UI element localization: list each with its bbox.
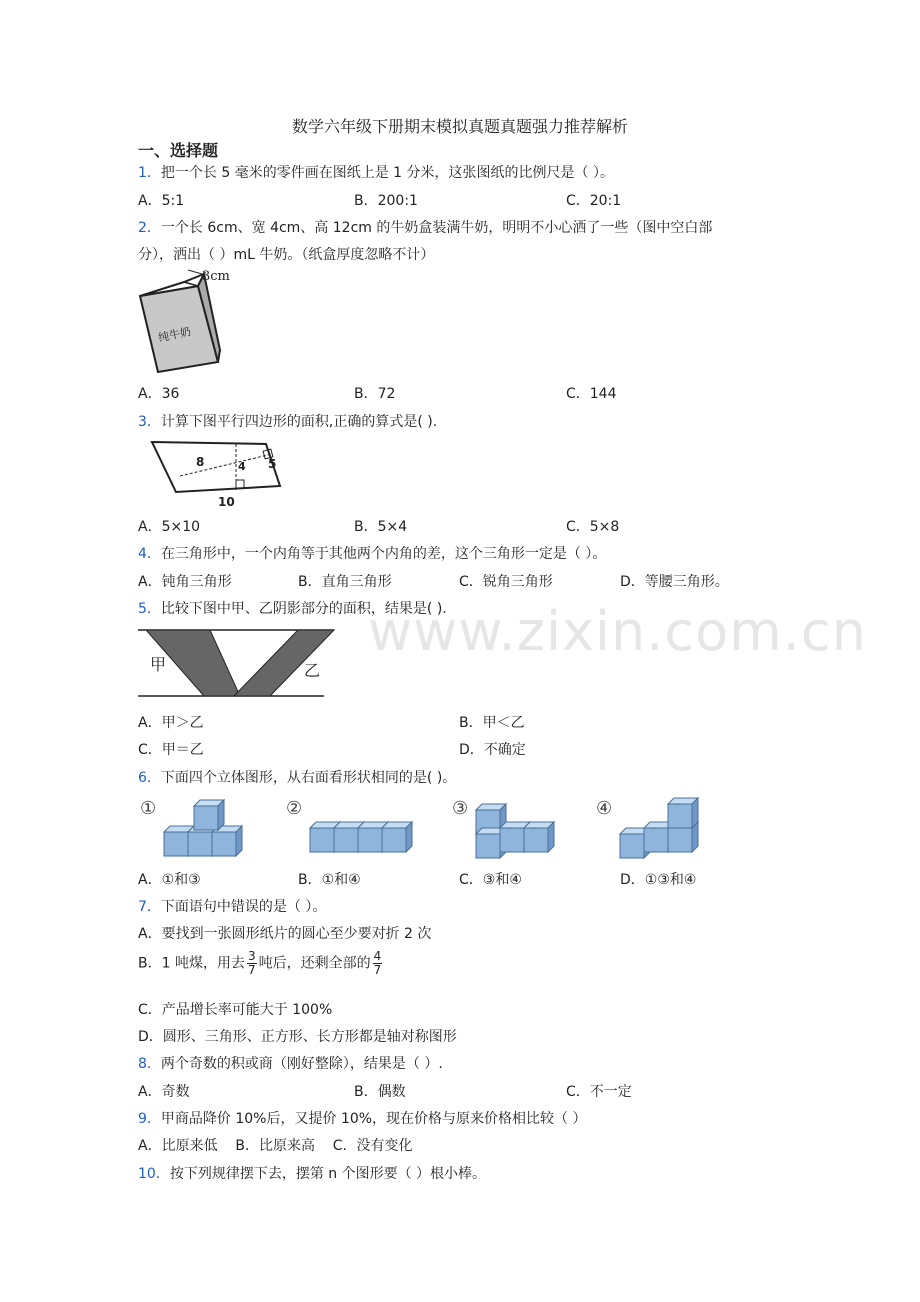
question-number: 3．: [138, 414, 161, 430]
option-c: C．锐角三角形: [459, 574, 553, 590]
figure-1-label: ①: [140, 798, 157, 819]
option-b-text-1: B．1 吨煤，用去: [138, 955, 245, 972]
option-a: A．36: [138, 386, 180, 402]
option-d: D．不确定: [459, 742, 526, 758]
option-d: D．等腰三角形。: [620, 574, 729, 590]
label-yi: 乙: [304, 661, 321, 680]
label-5: 5: [268, 457, 277, 471]
option-a: A．奇数: [138, 1084, 190, 1100]
fraction-4-7: [373, 950, 383, 977]
question-number: 1．: [138, 165, 161, 181]
question-number: 2．: [138, 220, 161, 236]
cube: [668, 798, 698, 828]
label-jia: 甲: [150, 655, 167, 674]
options-row: A．比原来低 B．比原来高 C．没有变化: [138, 1138, 413, 1154]
option-a: A．5×10: [138, 519, 201, 535]
option-b: B．72: [354, 386, 396, 402]
milk-carton-figure: [136, 264, 236, 376]
question-4: [138, 543, 606, 563]
carton-label: 纯牛奶: [157, 325, 193, 345]
question-text: 下面语句中错误的是（ ）。: [160, 899, 327, 915]
denominator: 7: [247, 963, 256, 977]
option-d: D．①③和④: [620, 872, 697, 888]
option-c: C．③和④: [459, 872, 522, 888]
question-text: 下面四个立体图形，从右面看形状相同的是( )。: [160, 770, 457, 786]
cube: [382, 822, 412, 852]
cube: [524, 822, 554, 852]
question-text: 两个奇数的积或商（刚好整除），结果是（ ）.: [160, 1056, 443, 1072]
parallelogram-figure: [146, 438, 286, 510]
option-c: C．甲＝乙: [138, 742, 204, 758]
label-10: 10: [218, 495, 235, 509]
fraction-3-7: [247, 950, 257, 977]
cube: [194, 800, 224, 830]
question-number: 8．: [138, 1056, 161, 1072]
question-number: 4．: [138, 546, 161, 562]
option-b: B．①和④: [298, 872, 361, 888]
option-a: A．钝角三角形: [138, 574, 232, 590]
question-5: [138, 598, 447, 618]
dimension-label: 3cm: [202, 269, 230, 284]
question-text: 计算下图平行四边形的面积,正确的算式是( ).: [160, 414, 438, 430]
option-b: B．直角三角形: [298, 574, 392, 590]
page-title: 数学六年级下册期末模拟真题真题强力推荐解析: [291, 117, 628, 136]
question-number: 10．: [138, 1166, 170, 1182]
option-d: D．圆形、三角形、正方形、长方形都是轴对称图形: [138, 1029, 457, 1045]
question-6: [138, 767, 456, 787]
option-b-text-2: 吨后，还剩全部的: [258, 955, 371, 972]
question-7: [138, 896, 326, 916]
question-1: [138, 162, 614, 182]
option-a: A．①和③: [138, 872, 201, 888]
section-heading: 一、选择题: [138, 141, 219, 160]
figure-3-label: ③: [452, 798, 469, 819]
figure-4-label: ④: [596, 798, 613, 819]
option-b: B．200:1: [354, 193, 418, 209]
watermark: www.zixin.com.cn: [368, 600, 867, 663]
option-c: C．不一定: [566, 1084, 632, 1100]
question-2: [138, 217, 712, 237]
question-10: [138, 1163, 486, 1183]
option-b: B．甲＜乙: [459, 715, 525, 731]
question-number: 9．: [138, 1111, 161, 1127]
question-3: [138, 411, 437, 431]
option-a: A．5:1: [138, 193, 185, 209]
question-text: 在三角形中，一个内角等于其他两个内角的差，这个三角形一定是（ ）。: [160, 546, 607, 562]
question-number: 7．: [138, 899, 161, 915]
question-text: 按下列规律摆下去，摆第 n 个图形要（ ）根小棒。: [169, 1166, 487, 1182]
question-9: [138, 1108, 587, 1128]
question-number: 5．: [138, 601, 161, 617]
option-c: C．144: [566, 386, 617, 402]
denominator: 7: [373, 963, 382, 977]
option-a: A．要找到一张圆形纸片的圆心至少要对折 2 次: [138, 926, 432, 942]
question-text: 甲商品降价 10%后，又提价 10%，现在价格与原来价格相比较（ ）: [160, 1111, 587, 1127]
option-a: A．甲＞乙: [138, 715, 204, 731]
label-4: 4: [238, 460, 246, 473]
question-number: 6．: [138, 770, 161, 786]
option-b: [138, 950, 384, 977]
label-8: 8: [196, 455, 205, 469]
numerator: 3: [247, 949, 256, 963]
question-text: 把一个长 5 毫米的零件画在图纸上是 1 分米，这张图纸的比例尺是（ ）。: [160, 165, 614, 181]
figure-2-label: ②: [286, 798, 303, 819]
question-text: 一个长 6cm、宽 4cm、高 12cm 的牛奶盒装满牛奶，明明不小心洒了一些（图中空白部: [160, 220, 713, 236]
numerator: 4: [373, 949, 382, 963]
question-2-line2: 分），洒出（ ）mL 牛奶。（纸盒厚度忽略不计）: [138, 247, 435, 263]
question-text: 比较下图中甲、乙阴影部分的面积，结果是( ).: [160, 601, 447, 617]
option-c: C．5×8: [566, 519, 620, 535]
option-c: C．产品增长率可能大于 100%: [138, 1002, 333, 1018]
question-8: [138, 1053, 443, 1073]
option-b: B．偶数: [354, 1084, 406, 1100]
shaded-regions-figure: [138, 624, 338, 700]
option-c: C．20:1: [566, 193, 622, 209]
cube-figures: [140, 794, 740, 862]
option-b: B．5×4: [354, 519, 408, 535]
